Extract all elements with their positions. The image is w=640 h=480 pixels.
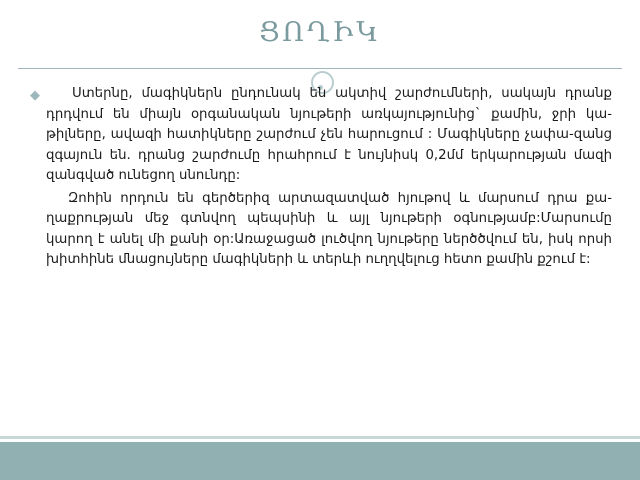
list-item [30,84,612,187]
slide-title-block [0,18,640,48]
paragraph-2: Զոհին որդուն են գերծերիզ արտազատված հյութով և մարսում դրա քա-ղաքրության մեջ գտնվող պեպսինի և այլ նյութերի օգնությամբ:Մարսումը կարող է անել մի քանի օր:Առաջացած լուծվող նյութերը ներծծվում են, իսկ որսի խիտհինե մնացույները մագիկների և տերևի ուղղվելուց հետո քամին քշում է: [46,190,612,267]
slide-body [30,84,612,271]
footer-band [0,442,640,480]
page-title: ՑՈՂԻԿ [259,17,381,48]
title-divider [18,68,622,69]
footer-accent-band [0,436,640,439]
paragraph-1: Ստերնը, մագիկներն ընդունակ են ակտիվ շարժումների, սակայն դրանք դրդվում են միայն օրգանական նյութերի առկայությունից` քամին, ջրի կա-թիլները, ավազի հատիկները շարժում չեն հարուցում : Մագիկները չափա-զանց զգայուն են. դրանց շարժումը հրահրում է նույնիսկ 0,2մմ երկարության մազի զանգված ունեցող սնունդը: [46,86,612,183]
bullet-diamond-icon: ◆ [30,88,40,103]
